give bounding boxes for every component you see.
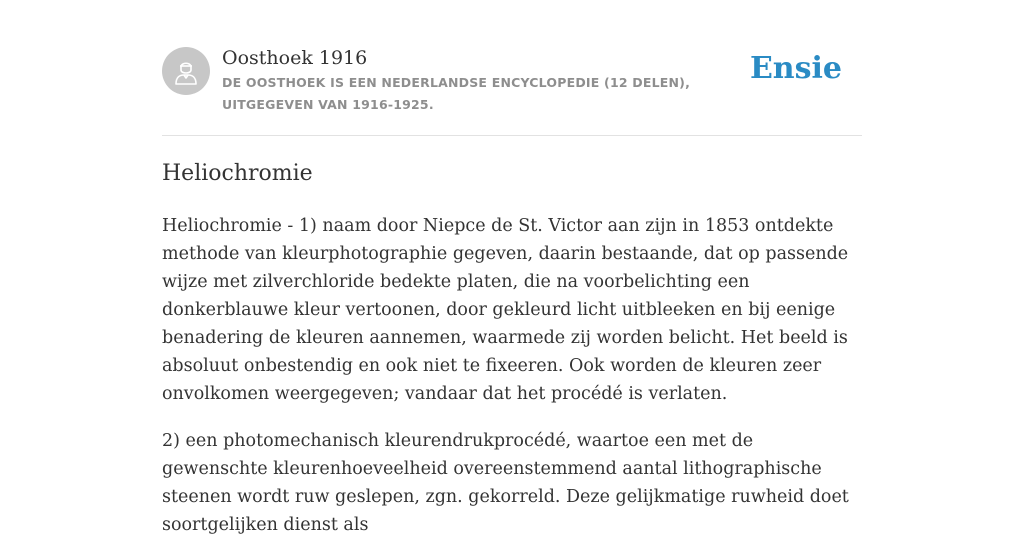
user-icon[interactable]	[162, 47, 210, 95]
header-divider	[162, 135, 862, 136]
entry-paragraph: Heliochromie - 1) naam door Niepce de St. Victor aan zijn in 1853 ontdekte methode van kleurphotographie gegeven, daarin bestaande, dat op passende wijze met zilverchloride bedekte platen, die na voorbelichting een donkerblauwe kleur vertoonen, door gekleurd licht uitbleeken en bij eenige benadering de kleuren aannemen, waarmede zij worden belicht. Het beeld is absoluut onbestendig en ook niet te fixeeren. Ook worden de kleuren zeer onvolkomen weergegeven; vandaar dat het procédé is verlaten.	[162, 216, 849, 404]
entry-paragraph: 2) een photomechanisch kleurendrukprocédé, waartoe een met de gewenschte kleurenhoeveelheid overeenstemmend aantal lithographische steenen wordt ruw geslepen, zgn. gekorreld. Deze gelijkmatige ruwheid doet soortgelijken dienst als	[162, 431, 849, 535]
source-header	[162, 46, 862, 136]
ensie-logo[interactable]: Ensie	[749, 51, 842, 86]
source-description: DE OOSTHOEK IS EEN NEDERLANDSE ENCYCLOPEDIE (12 DELEN), UITGEGEVEN VAN 1916-1925.	[222, 75, 691, 112]
entry-body	[162, 212, 862, 558]
source-title[interactable]: Oosthoek 1916	[222, 47, 368, 69]
entry-title: Heliochromie	[162, 161, 313, 186]
